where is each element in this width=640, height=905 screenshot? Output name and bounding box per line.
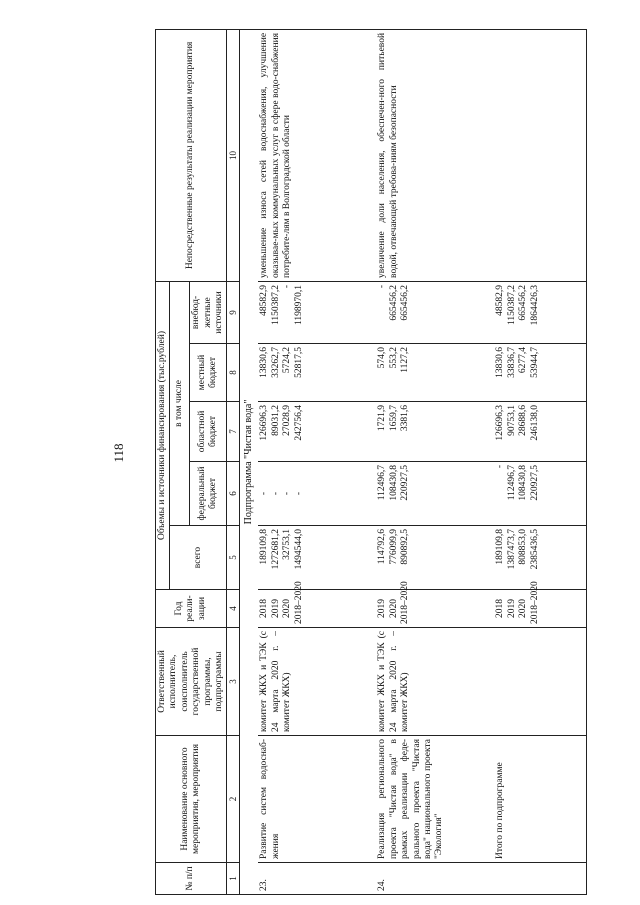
totals-regional: 126696,3 90753,1 28688,6 246138,0 <box>494 402 586 462</box>
row-result: увеличение доли населения, обеспечен-ного питьевой водой, отвечающей требова-ниям безопасности <box>376 29 494 281</box>
header-regional: областной бюджет <box>190 402 227 462</box>
totals-label: Итого по подпрограмме <box>494 736 586 863</box>
row-total: 114792,6 776099,9 890892,5 <box>376 526 494 590</box>
header-in-that: в том числе <box>170 281 190 525</box>
col-index: 2 <box>227 736 240 863</box>
header-year: Год реали-зации <box>156 590 227 628</box>
row-total: 189109,8 1272681,2 32753,1 1494544,0 <box>258 526 376 590</box>
row-extra: - 665456,2 665456,2 <box>376 281 494 343</box>
row-years: 2019 2020 2018–2020 <box>376 590 494 628</box>
col-index: 10 <box>227 29 240 281</box>
row-federal: - - - - <box>258 462 376 526</box>
header-name: Наименование основного мероприятия, мероприятия <box>156 736 227 863</box>
row-executor: комитет ЖКХ и ТЭК (с 24 марта 2020 г. – комитет ЖКХ) <box>376 628 494 736</box>
col-index: 7 <box>227 402 240 462</box>
rotated-table-container <box>155 30 615 895</box>
totals-extra: 48582,9 1150387,2 665456,2 1864426,3 <box>494 281 586 343</box>
row-local: 13830,6 33262,7 5724,2 52817,5 <box>258 344 376 402</box>
row-executor: комитет ЖКХ и ТЭК (с 24 марта 2020 г. – комитет ЖКХ) <box>258 628 376 736</box>
totals-federal: - 112496,7 108430,8 220927,5 <box>494 462 586 526</box>
row-name: Развитие систем водоснаб-жения <box>258 736 376 863</box>
row-name: Реализация регионального проекта "Чистая вода" в рамках реализации феде-рального проекта "Чистая вода" национального проекта "Экология" <box>376 736 494 863</box>
header-federal: федеральный бюджет <box>190 462 227 526</box>
subprogram-title: Подпрограмма "Чистая вода" <box>240 29 259 894</box>
table-row <box>258 29 376 894</box>
header-local: местный бюджет <box>190 344 227 402</box>
totals-years: 2018 2019 2020 2018–2020 <box>494 590 586 628</box>
row-result: уменьшение износа сетей водоснабжения, улучшение оказывае-мых коммунальных услуг в сфере водо-снабжения потребите-лям в Волгоградской области <box>258 29 376 281</box>
header-volumes: Объемы и источники финансирования (тыс.рублей) <box>156 281 170 589</box>
header-results: Непосредственные результаты реализации мероприятия <box>156 29 227 281</box>
col-index: 5 <box>227 526 240 590</box>
row-years: 2018 2019 2020 2018–2020 <box>258 590 376 628</box>
column-index-row <box>227 29 240 894</box>
totals-total: 189109,8 1387473,7 808853,0 2385436,5 <box>494 526 586 590</box>
header-executor: Ответственный исполнитель, соисполнитель государственной программы, подпрограммы <box>156 628 227 736</box>
col-index: 4 <box>227 590 240 628</box>
header-extra: внебюд-жетные источники <box>190 281 227 343</box>
totals-local: 13830,6 33836,7 6277,4 53944,7 <box>494 344 586 402</box>
financing-table <box>155 29 587 895</box>
row-federal: 112496,7 108430,8 220927,5 <box>376 462 494 526</box>
row-num: 23. <box>258 863 376 895</box>
totals-row <box>494 29 586 894</box>
col-index: 6 <box>227 462 240 526</box>
header-total: всего <box>170 526 227 590</box>
col-index: 1 <box>227 863 240 895</box>
header-num: № п/п <box>156 863 227 895</box>
col-index: 3 <box>227 628 240 736</box>
row-regional: 126696,3 89031,2 27028,9 242756,4 <box>258 402 376 462</box>
row-extra: 48582,9 1150387,2 - 1198970,1 <box>258 281 376 343</box>
page-number: 118 <box>111 443 126 463</box>
row-num: 24. <box>376 863 494 895</box>
row-regional: 1721,9 1659,7 3381,6 <box>376 402 494 462</box>
col-index: 8 <box>227 344 240 402</box>
row-local: 574,0 553,2 1127,2 <box>376 344 494 402</box>
table-row <box>376 29 494 894</box>
col-index: 9 <box>227 281 240 343</box>
